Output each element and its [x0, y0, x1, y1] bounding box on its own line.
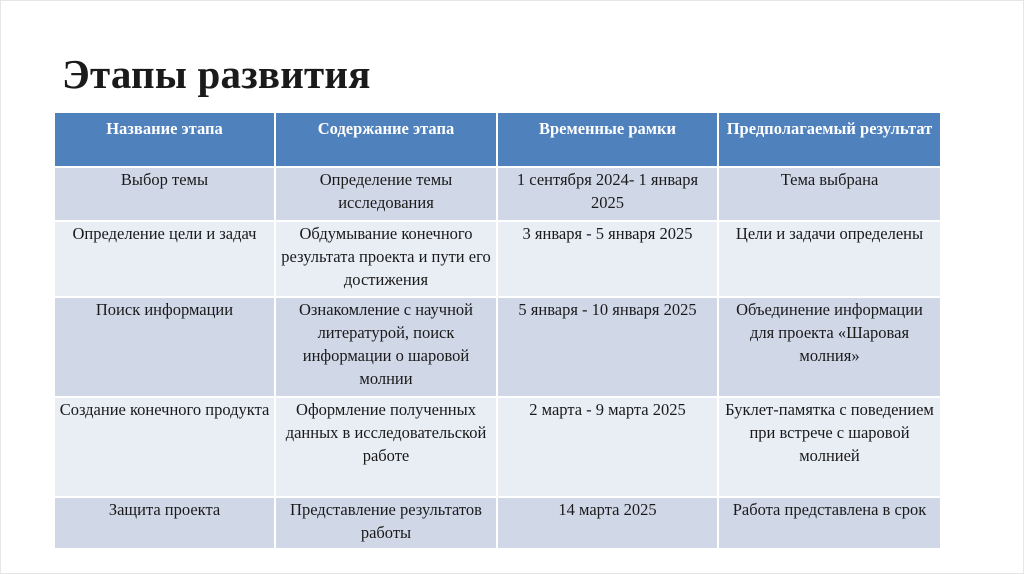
- stages-table: [53, 111, 942, 550]
- cell-stage-name: Выбор темы: [54, 167, 275, 221]
- cell-stage-name: Определение цели и задач: [54, 221, 275, 297]
- cell-stage-content: Определение темы исследования: [275, 167, 497, 221]
- header-expected-result: Предполагаемый результат: [718, 112, 941, 167]
- header-timeframe: Временные рамки: [497, 112, 718, 167]
- header-stage-content: Содержание этапа: [275, 112, 497, 167]
- cell-stage-name: Защита проекта: [54, 497, 275, 549]
- cell-timeframe: 5 января - 10 января 2025: [497, 297, 718, 397]
- cell-expected-result: Буклет-памятка с поведением при встрече с шаровой молнией: [718, 397, 941, 497]
- table-row: [54, 397, 941, 497]
- table-row: [54, 221, 941, 297]
- cell-expected-result: Цели и задачи определены: [718, 221, 941, 297]
- cell-expected-result: Тема выбрана: [718, 167, 941, 221]
- cell-timeframe: 2 марта - 9 марта 2025: [497, 397, 718, 497]
- slide-title: Этапы развития: [62, 51, 371, 97]
- cell-timeframe: 3 января - 5 января 2025: [497, 221, 718, 297]
- cell-timeframe: 1 сентября 2024- 1 января 2025: [497, 167, 718, 221]
- cell-stage-name: Создание конечного продукта: [54, 397, 275, 497]
- cell-stage-content: Ознакомление с научной литературой, поиск информации о шаровой молнии: [275, 297, 497, 397]
- cell-stage-content: Представление результатов работы: [275, 497, 497, 549]
- cell-stage-content: Обдумывание конечного результата проекта и пути его достижения: [275, 221, 497, 297]
- table-header-row: [54, 112, 941, 167]
- table-row: [54, 167, 941, 221]
- cell-expected-result: Объединение информации для проекта «Шаровая молния»: [718, 297, 941, 397]
- cell-timeframe: 14 марта 2025: [497, 497, 718, 549]
- table-row: [54, 497, 941, 549]
- cell-expected-result: Работа представлена в срок: [718, 497, 941, 549]
- cell-stage-content: Оформление полученных данных в исследовательской работе: [275, 397, 497, 497]
- table-row: [54, 297, 941, 397]
- cell-stage-name: Поиск информации: [54, 297, 275, 397]
- header-stage-name: Название этапа: [54, 112, 275, 167]
